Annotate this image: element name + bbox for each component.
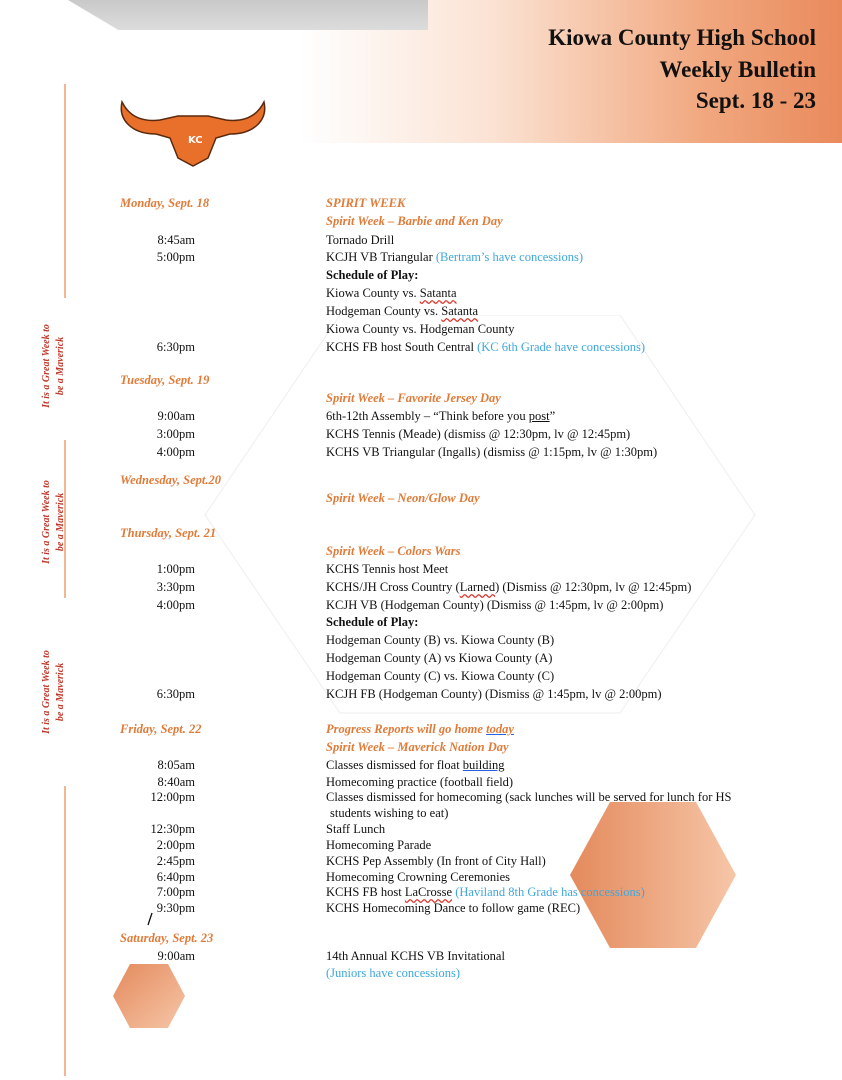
- event-progress: [326, 722, 514, 737]
- time-label: 6:30pm: [156, 340, 195, 354]
- event-text: Progress Reports will go home: [326, 722, 487, 736]
- side-slogan: [40, 306, 68, 426]
- time-label: 1:00pm: [156, 562, 195, 576]
- time-label: 4:00pm: [156, 445, 195, 459]
- slogan-line: It is a Great Week to: [41, 480, 52, 564]
- event-theme: Spirit Week – Maverick Nation Day: [326, 740, 509, 754]
- event-item: KCHS Homecoming Dance to follow game (REC): [326, 901, 581, 915]
- time-label: 9:00am: [157, 949, 195, 963]
- event-item: KCHS Tennis host Meet: [326, 562, 449, 576]
- concession-note: (Bertram’s have concessions): [435, 250, 584, 264]
- event-spirit-week: SPIRIT WEEK: [326, 196, 406, 210]
- slogan-line: It is a Great Week to: [41, 650, 52, 734]
- side-slogan: [40, 632, 68, 752]
- slogan-line: be a Maverick: [55, 492, 66, 552]
- logo-text: KC: [188, 135, 203, 146]
- event-item: [326, 286, 457, 301]
- event-text: KCJH VB Triangular: [326, 250, 436, 264]
- event-text: Larned: [459, 580, 496, 594]
- event-item: Homecoming practice (football field): [326, 775, 514, 789]
- event-text: Satanta: [441, 304, 479, 318]
- schedule-heading: Schedule of Play:: [326, 268, 419, 282]
- time-label: 9:30pm: [156, 901, 195, 915]
- school-title: Kiowa County High School: [548, 25, 816, 50]
- event-item: KCJH FB (Hodgeman County) (Dismiss @ 1:45pm, lv @ 2:00pm): [326, 687, 662, 701]
- event-theme: Spirit Week – Neon/Glow Day: [326, 491, 480, 505]
- event-text: today: [486, 722, 514, 736]
- event-theme: Spirit Week – Barbie and Ken Day: [326, 214, 503, 228]
- slogan-line: It is a Great Week to: [41, 324, 52, 408]
- event-text: Classes dismissed for float: [326, 758, 463, 772]
- longhorn-logo-icon: [118, 98, 268, 168]
- time-label: 7:00pm: [156, 885, 195, 899]
- event-item: Staff Lunch: [326, 822, 386, 836]
- day-tuesday: Tuesday, Sept. 19: [120, 373, 210, 387]
- schedule-heading: Schedule of Play:: [326, 615, 419, 629]
- event-item: Homecoming Parade: [326, 838, 432, 852]
- event-item: Hodgeman County (B) vs. Kiowa County (B): [326, 633, 555, 647]
- event-text: 6th-12th Assembly – “Think before you: [326, 409, 529, 423]
- event-item: KCHS VB Triangular (Ingalls) (dismiss @ 1:15pm, lv @ 1:30pm): [326, 445, 658, 459]
- event-item: KCJH VB (Hodgeman County) (Dismiss @ 1:45pm, lv @ 2:00pm): [326, 598, 664, 612]
- event-item: Classes dismissed for homecoming (sack lunches will be served for lunch for HS: [326, 790, 732, 804]
- event-theme: Spirit Week – Colors Wars: [326, 544, 461, 558]
- event-item: KCHS Pep Assembly (In front of City Hall): [326, 854, 546, 868]
- time-label: 5:00pm: [156, 250, 195, 264]
- event-item: KCHS Tennis (Meade) (dismiss @ 12:30pm, lv @ 12:45pm): [326, 427, 631, 441]
- slash-mark-icon: [146, 912, 154, 926]
- event-text: building: [462, 758, 505, 772]
- bulletin-dates: Sept. 18 - 23: [695, 88, 816, 113]
- event-text: KCHS FB host: [326, 885, 405, 899]
- day-wednesday: Wednesday, Sept.20: [120, 473, 222, 487]
- time-label: 6:40pm: [156, 870, 195, 884]
- time-label: 6:30pm: [156, 687, 195, 701]
- event-item: [326, 250, 583, 265]
- event-item: [326, 885, 645, 900]
- event-item: Hodgeman County (C) vs. Kiowa County (C): [326, 669, 555, 683]
- concession-note: (KC 6th Grade have concessions): [477, 340, 646, 354]
- day-saturday: Saturday, Sept. 23: [120, 931, 214, 945]
- event-item: [326, 409, 555, 424]
- day-monday: Monday, Sept. 18: [120, 196, 210, 210]
- event-item: students wishing to eat): [330, 806, 449, 820]
- time-label: 12:30pm: [150, 822, 195, 836]
- time-label: 3:30pm: [156, 580, 195, 594]
- day-thursday: Thursday, Sept. 21: [120, 526, 217, 540]
- time-label: 4:00pm: [156, 598, 195, 612]
- time-label: 8:05am: [157, 758, 195, 772]
- event-item: Homecoming Crowning Ceremonies: [326, 870, 510, 884]
- side-divider: [64, 786, 66, 1076]
- time-label: 8:40am: [157, 775, 195, 789]
- event-text: LaCrosse: [404, 885, 453, 899]
- event-item: Hodgeman County (A) vs Kiowa County (A): [326, 651, 553, 665]
- event-text: Hodgeman County vs.: [326, 304, 442, 318]
- event-item: 14th Annual KCHS VB Invitational: [326, 949, 505, 963]
- event-text: Kiowa County vs.: [326, 286, 420, 300]
- concession-note: (Haviland 8th Grade has concessions): [452, 885, 645, 899]
- event-text: ”: [549, 409, 556, 423]
- day-friday: Friday, Sept. 22: [120, 722, 202, 736]
- event-text: KCHS/JH Cross Country (: [326, 580, 460, 594]
- side-slogan: [40, 462, 68, 582]
- header-gray-banner: [68, 0, 428, 30]
- event-item: [326, 304, 478, 319]
- event-item: [326, 758, 504, 773]
- slogan-line: be a Maverick: [55, 336, 66, 396]
- event-theme: Spirit Week – Favorite Jersey Day: [326, 391, 501, 405]
- bulletin-title: Weekly Bulletin: [659, 57, 816, 82]
- time-label: 3:00pm: [156, 427, 195, 441]
- event-text: ) (Dismiss @ 12:30pm, lv @ 12:45pm): [495, 580, 692, 594]
- time-label: 2:45pm: [156, 854, 195, 868]
- time-label: 12:00pm: [150, 790, 195, 804]
- event-text: post: [528, 409, 550, 423]
- orange-hexagon-large: [568, 800, 738, 950]
- event-item: Tornado Drill: [326, 233, 395, 247]
- event-text: KCHS FB host South Central: [326, 340, 478, 354]
- slogan-line: be a Maverick: [55, 662, 66, 722]
- side-divider: [64, 84, 66, 298]
- event-item: Kiowa County vs. Hodgeman County: [326, 322, 515, 336]
- event-item: [326, 340, 645, 355]
- event-text: Satanta: [419, 286, 457, 300]
- time-label: 9:00am: [157, 409, 195, 423]
- time-label: 8:45am: [157, 233, 195, 247]
- time-label: 2:00pm: [156, 838, 195, 852]
- event-item: [326, 580, 691, 595]
- concession-note: (Juniors have concessions): [326, 966, 460, 980]
- orange-hexagon-small: [112, 963, 186, 1029]
